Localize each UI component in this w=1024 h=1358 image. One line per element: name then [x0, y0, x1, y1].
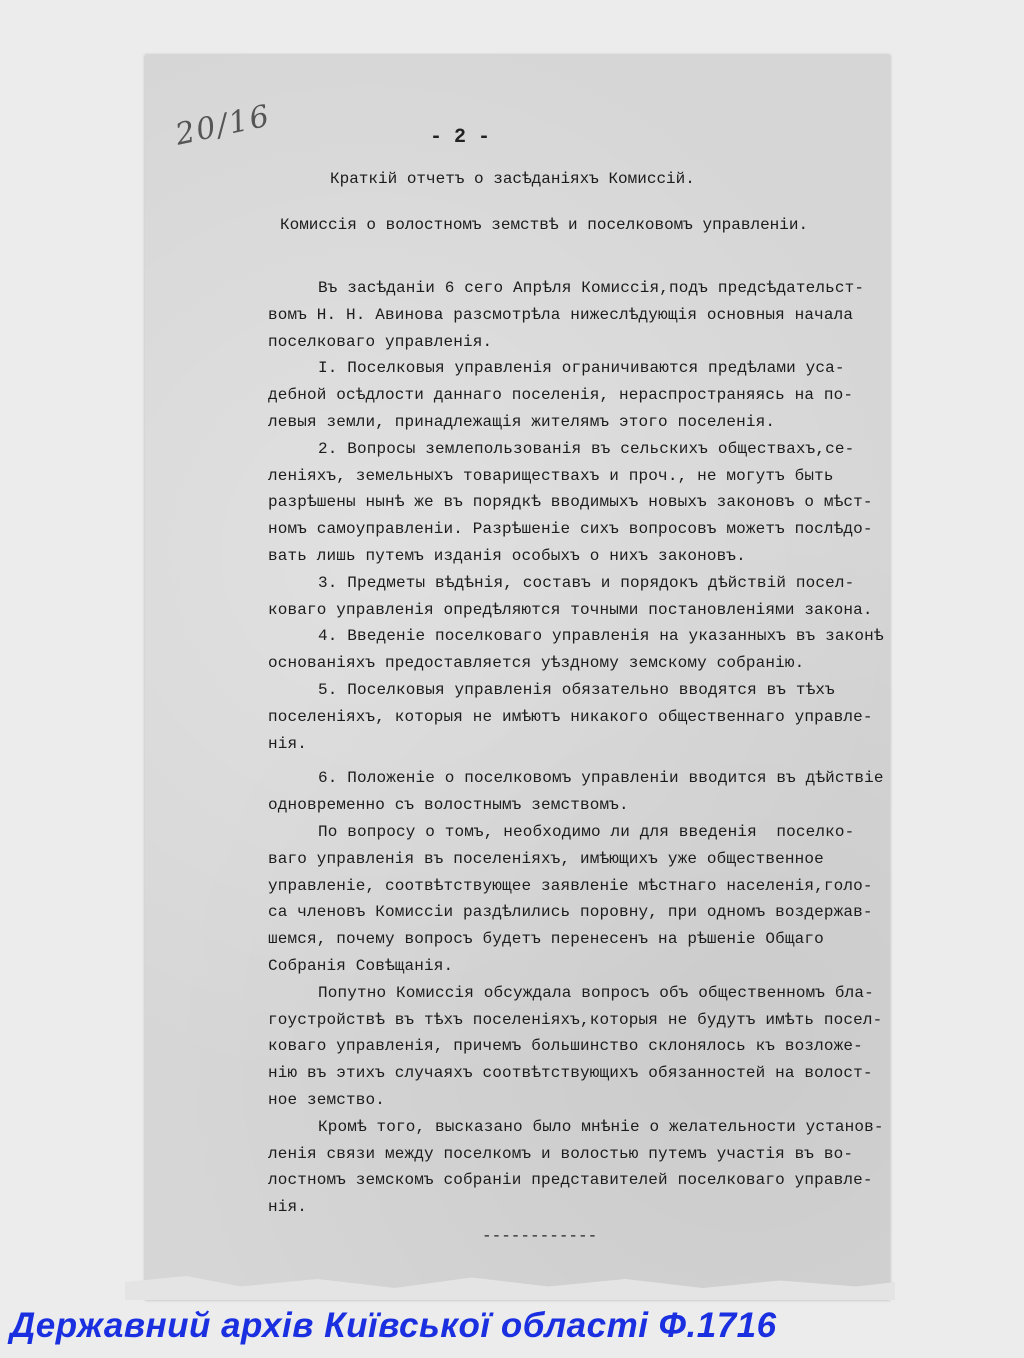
text-line: коваго управленія опредѣляются точными постановленіями закона. [268, 600, 873, 619]
paragraph [268, 570, 908, 624]
document-title: Краткій отчетъ о засѣданіяхъ Комиссій. [330, 170, 695, 188]
text-line: нія. [268, 1198, 308, 1217]
text-line: вомъ Н. Н. Авинова разсмотрѣла нижеслѣдующія основныя начала [268, 305, 854, 324]
text-line: ваго управленія въ поселеніяхъ, имѣющихъ уже общественное [268, 849, 824, 868]
paragraph [268, 765, 908, 819]
text-line: ное земство. [268, 1090, 386, 1109]
paragraph [268, 677, 908, 757]
text-line: 5. Поселковыя управленія обязательно вводятся въ тѣхъ [318, 680, 835, 699]
text-line: основаніяхъ предоставляется уѣздному земскому собранію. [268, 654, 805, 673]
paragraph [268, 436, 908, 570]
document-subtitle: Комиссія о волостномъ земствѣ и поселковомъ управленіи. [280, 216, 809, 234]
text-line: I. Поселковыя управленія ограничиваются предѣлами уса- [318, 359, 845, 378]
text-line: Въ засѣданіи 6 сего Апрѣля Комиссія,подъ предсѣдательст- [318, 279, 865, 297]
text-line: са членовъ Комиссіи раздѣлились поровну, при одномъ воздержав- [268, 903, 873, 922]
text-line: вать лишь путемъ изданія особыхъ о нихъ законовъ. [268, 546, 746, 565]
text-line: лостномъ земскомъ собраніи представителей поселковаго управле- [268, 1171, 873, 1190]
text-line: одновременно съ волостнымъ земствомъ. [268, 796, 629, 815]
paragraph [268, 275, 908, 355]
text-line: Кромѣ того, высказано было мнѣніе о желательности установ- [318, 1117, 884, 1136]
text-line: 6. Положеніе о поселковомъ управленіи вводится въ дѣйствіе [318, 769, 884, 788]
text-line: номъ самоуправленіи. Разрѣшеніе сихъ вопросовъ можетъ послѣдо- [268, 520, 873, 539]
text-line: левыя земли, принадлежащія жителямъ этого поселенія. [268, 412, 776, 431]
text-line: нію въ этихъ случаяхъ соотвѣтствующихъ обязанностей на волост- [268, 1064, 873, 1083]
text-line: По вопросу о томъ, необходимо ли для введенія поселко- [318, 822, 855, 841]
text-line: ленія связи между поселкомъ и волостью путемъ участія въ во- [268, 1144, 854, 1163]
text-line: поселковаго управленія. [268, 332, 493, 351]
archive-watermark: Державний архів Київської області Ф.1716 [10, 1306, 777, 1345]
paragraph [268, 980, 908, 1114]
text-line: поселеніяхъ, которыя не имѣютъ никакого общественнаго управле- [268, 707, 873, 726]
text-line: 2. Вопросы землепользованія въ сельскихъ обществахъ,се- [318, 439, 855, 458]
page-number: - 2 - [430, 126, 491, 149]
paragraph [268, 819, 908, 980]
paragraph [268, 623, 908, 677]
text-line: 4. Введеніе поселковаго управленія на указанныхъ въ законѣ [318, 627, 884, 646]
text-line: коваго управленія, причемъ большинство склонялось къ возложе- [268, 1037, 863, 1056]
text-line: нія. [268, 734, 308, 753]
text-line: леніяхъ, земельныхъ товариществахъ и проч., не могутъ быть [268, 466, 834, 485]
text-line: гоустройствѣ въ тѣхъ поселеніяхъ,которыя не будутъ имѣть посел- [268, 1010, 883, 1029]
text-line: разрѣшены нынѣ же въ порядкѣ вводимыхъ новыхъ законовъ о мѣст- [268, 493, 873, 512]
closing-rule: ------------ [482, 1227, 598, 1245]
text-line: Попутно Комиссія обсуждала вопросъ объ общественномъ бла- [318, 983, 874, 1002]
handwritten-note: 20/16 [172, 98, 275, 153]
paragraph [268, 355, 908, 435]
paragraph [268, 1114, 908, 1221]
text-line: дебной осѣдлости даннаго поселенія, нераспространяясь на по- [268, 386, 854, 405]
text-line: управленіе, соотвѣтствующее заявленіе мѣстнаго населенія,голо- [268, 876, 873, 895]
text-line: 3. Предметы вѣдѣнія, составъ и порядокъ дѣйствій посел- [318, 573, 855, 592]
text-line: Собранія Совѣщанія. [268, 956, 454, 975]
document-body [268, 275, 908, 1221]
text-line: шемся, почему вопросъ будетъ перенесенъ на рѣшеніе Общаго [268, 930, 824, 949]
